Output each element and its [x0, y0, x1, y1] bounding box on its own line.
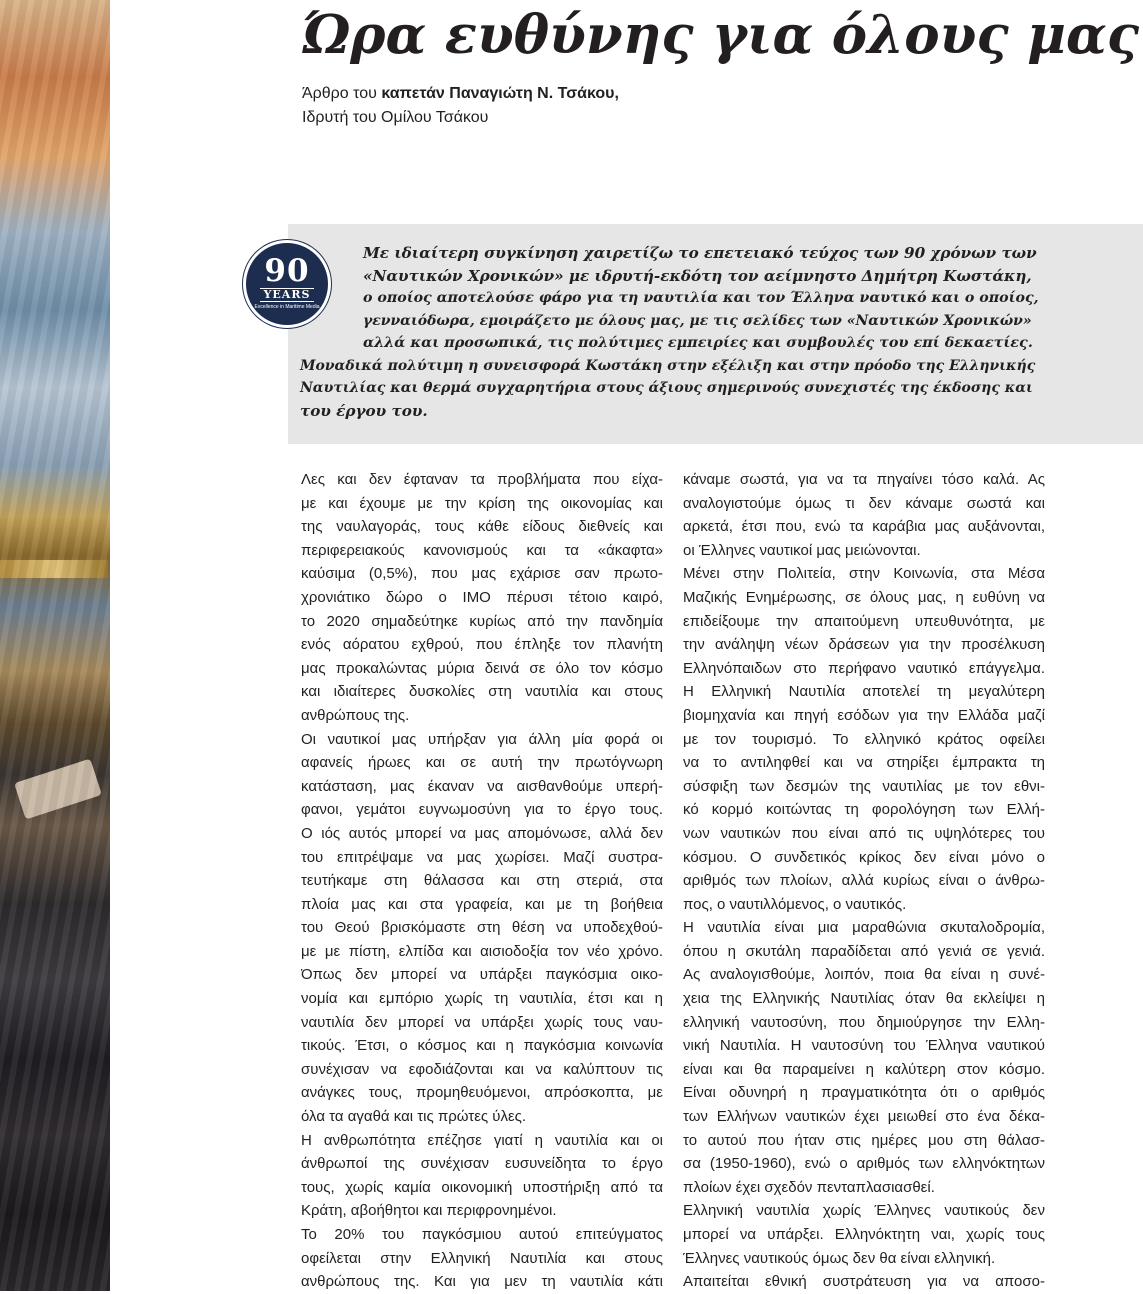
body-line: Κράτη, αβοήθητοι και περιφρονημένοι. — [301, 1202, 557, 1220]
body-line: Όπως δεν μπορεί να υπάρξει παγκόσμια οικο- — [301, 966, 663, 984]
body-line: αναλογιστούμε όμως τι δεν κάναμε σωστά και — [683, 494, 1045, 512]
body-line: αριθμός των πλοίων, αλλά κυρίως είναι ο άνθρω- — [683, 872, 1045, 890]
body-line: Το 20% του παγκόσμιου αυτού επιτεύγματος — [301, 1226, 663, 1243]
body-line: Ελληνική ναυτιλία χωρίς Έλληνες ναυτικούς δεν — [683, 1202, 1045, 1220]
quote-line: ο οποίος αποτελούσε φάρο για τη ναυτιλία και τον Έλληνα ναυτικό και ο οποίος, — [363, 290, 1039, 306]
body-line: μας προκαλώντας μύρια δεινά σε όλο τον κόσμο — [301, 659, 663, 677]
body-line: με τον τουρισμό. Το ελληνικό κράτος οφείλει — [683, 730, 1045, 748]
body-line: ανθρώπους της. Και για μεν τη ναυτιλία κάτι — [301, 1273, 663, 1291]
byline-line — [302, 82, 1002, 106]
body-line: πος, ο ναυτιλλόμενος, ο ναυτικός. — [683, 895, 907, 913]
body-line: νων ναυτικών που είναι από τις υψηλότερες του — [683, 824, 1045, 842]
body-column-right — [683, 468, 1045, 1294]
body-line: χρονιάτικο δώρο ο IMO πέρυσι τέτοιο καιρό, — [301, 588, 663, 606]
badge-number: 90 — [264, 253, 310, 289]
body-line: με και έχουμε με την κρίση της οικονομίας και — [301, 494, 663, 512]
body-line: ανθρώπους της. — [301, 706, 410, 724]
body-line: Λες και δεν έφταναν τα προβλήματα που είχα- — [301, 471, 663, 488]
body-line: τικούς. Έτσι, ο κόσμος και η παγκόσμια κοινωνία — [301, 1037, 663, 1055]
body-line: το αυτού που ήταν στις ημέρες μου στη θάλασ- — [683, 1131, 1045, 1149]
body-line: Ας αναλογισθούμε, λοιπόν, ποια θα είναι η συνέ- — [683, 966, 1045, 984]
body-line: μπορεί να υπάρξει. Ελληνόκτητη ναι, χωρίς τους — [683, 1226, 1045, 1243]
body-line: νομία και εμπόριο χωρίς τη ναυτιλία, έτσι και η — [301, 990, 663, 1008]
badge-tagline: Excellence in Maritime Media — [254, 304, 320, 310]
photo-tie-detail — [14, 759, 102, 820]
body-line: κάναμε σωστά, για να τα πηγαίνει τόσο καλά. Ας — [683, 471, 1045, 488]
quote-line: αλλά και προσωπικά, τις πολύτιμες εμπειρίες και συμβουλές του επί δεκαετίες. — [363, 334, 1033, 351]
body-line: της ναυλαγοράς, τους κάθε είδους διεθνείς και — [301, 518, 663, 536]
body-line: Μαζικής Ενημέρωσης, σε όλους μας, η ευθύνη να — [683, 588, 1045, 606]
body-line: πλοίων έχει σχεδόν πενταπλασιασθεί. — [683, 1178, 935, 1196]
photo-frame-detail — [0, 560, 108, 578]
body-line: ανάγκες τους, προμηθευόμενοι, απρόσκοπτα, με — [301, 1084, 663, 1102]
body-line: σύσφιξη των δεσμών της ναυτιλίας με τον εθνι- — [683, 777, 1045, 795]
body-line: κατάσταση, μας έκαναν να αισθανθούμε υπερή- — [301, 777, 663, 795]
body-line: και ιδιαίτερες δυσκολίες στη ναυτιλία και στους — [301, 683, 663, 701]
author-role: Ιδρυτή του Ομίλου Τσάκου — [302, 109, 489, 126]
cover-photo — [0, 0, 110, 1291]
body-line: χεια της Ελληνικής Ναυτιλίας όταν θα εκλείψει η — [683, 990, 1045, 1008]
body-line: πλοία μας και στα γραφεία, και με τη βοήθεια — [301, 895, 663, 913]
body-line: καύσιμα (0,5%), που μας εχάρισε σαν πρωτο- — [301, 565, 663, 583]
body-line: Έλληνες ναυτικούς όμως δεν θα είναι ελληνική. — [683, 1249, 996, 1267]
body-line: άνθρωποί της συνέχισαν ευσυνείδητα το έργο — [301, 1155, 663, 1173]
body-line: αφανείς ήρωες και σε αυτή την πρωτόγνωρη — [301, 754, 663, 772]
body-line: ενός αόρατου εχθρού, που έπληξε τον πλανήτη — [301, 636, 663, 654]
body-line: οι Έλληνες ναυτικοί μας μειώνονται. — [683, 541, 921, 559]
body-line: Ελληνόπαιδων στο περήφανο ναυτικό επάγγελμα. — [683, 659, 1045, 677]
body-line: του Θεού βρισκόμαστε στη θέση να υποδεχθού- — [301, 919, 663, 937]
body-line: συνέχισαν να εφοδιάζονται και να καλύπτουν τις — [301, 1060, 663, 1078]
body-line: περιφερειακούς κανονισμούς και τα «άκαφτα» — [301, 541, 663, 559]
body-line: όπου η σκυτάλη παραδίδεται από γενιά σε γενιά. — [683, 942, 1045, 960]
quote-line: Ναυτιλίας και θερμά συγχαρητήρια στους άξιους σημερινούς συνεχιστές της έκδοσης και — [300, 380, 1033, 396]
byline-prefix: Άρθρο του — [302, 85, 382, 102]
body-line: Η ναυτιλία είναι μια μαραθώνια σκυταλοδρομία, — [683, 919, 1045, 937]
quote-line: Με ιδιαίτερη συγκίνηση χαιρετίζω το επετειακό τεύχος των 90 χρόνων των — [363, 244, 1037, 262]
body-line: το 2020 σημαδεύτηκε κυρίως από την πανδημία — [301, 612, 663, 630]
body-line: την ανάληψη νέων δράσεων για την προσέλκυση — [683, 636, 1045, 654]
body-line: τους, χωρίς καμία οικονομική υποστήριξη από τα — [301, 1178, 663, 1196]
quote-line: γενναιόδωρα, εμοιράζετο με όλους μας, με τις σελίδες των «Ναυτικών Χρονικών» — [363, 312, 1032, 329]
byline — [302, 82, 1002, 130]
body-line: Η ανθρωπότητα επέζησε γιατί η ναυτιλία και οι — [301, 1131, 663, 1149]
intro-quote — [300, 242, 1040, 422]
author-name: καπετάν Παναγιώτη Ν. Τσάκου, — [381, 85, 619, 102]
quote-line: «Ναυτικών Χρονικών» με ιδρυτή-εκδότη τον αείμνηστο Δημήτρη Κωστάκη, — [363, 266, 1032, 285]
body-line: Οι ναυτικοί μας υπήρξαν για άλλη μία φορά οι — [301, 730, 663, 748]
body-line: των Ελλήνων ναυτικών έχει μειωθεί στο ένα δέκα- — [683, 1108, 1045, 1126]
body-line: του επιτρέψαμε να μας χωρίσει. Μαζί συστρα- — [301, 848, 663, 866]
body-column-left — [301, 468, 663, 1294]
body-line: τευτήκαμε στη θάλασσα και στη στεριά, στα — [301, 872, 663, 890]
body-line: αρκετά, έτσι που, ενώ τα καράβια μας αυξάνονται, — [683, 518, 1045, 536]
body-line: Η Ελληνική Ναυτιλία αποτελεί τη μεγαλύτερη — [683, 683, 1045, 701]
body-line: Απαιτείται εθνική συστράτευση για να αποσο- — [683, 1273, 1045, 1291]
article-title: Ώρα ευθύνης για όλους μας — [302, 4, 1140, 66]
body-line: κόσμου. Ο συνδετικός κρίκος δεν είναι μόνο ο — [683, 848, 1045, 866]
body-line: επιδείξουμε την απαιτούμενη υπευθυνότητα, με — [683, 612, 1045, 630]
body-line: κό κορμό κοιτώντας τη φορολόγηση των Ελλή- — [683, 801, 1045, 819]
quote-line: του έργου του. — [300, 401, 428, 420]
body-line: όλα τα αγαθά και τις πρώτες ύλες. — [301, 1108, 527, 1126]
body-line: βιομηχανία και πηγή εσόδων για την Ελλάδα μαζί — [683, 706, 1045, 724]
body-line: οφείλεται στην Ελληνική Ναυτιλία και στους — [301, 1249, 663, 1267]
badge-label: YEARS — [260, 288, 314, 302]
quote-line: Μοναδικά πολύτιμη η συνεισφορά Κωστάκη στην εξέλιξη και στην πρόοδο της Ελληνικής — [300, 357, 1036, 374]
body-line: να το αντιληφθεί και να στηρίξει έμπρακτα τη — [683, 754, 1045, 772]
body-line: σα (1950-1960), ενώ ο αριθμός των ελληνόκτητων — [683, 1155, 1045, 1173]
body-line: νική Ναυτιλία. Η ναυτοσύνη του Έλληνα ναυτικού — [683, 1037, 1045, 1055]
body-line: με με πίστη, ελπίδα και αισιοδοξία τον νέο χρόνο. — [301, 942, 663, 960]
body-line: Είναι οδυνηρή η πραγματικότητα ότι ο αριθμός — [683, 1084, 1045, 1102]
body-line: Ο ιός αυτός μπορεί να μας απομόνωσε, αλλά δεν — [301, 824, 663, 842]
body-line: είναι και θα παραμείνει η καλύτερη στον κόσμο. — [683, 1060, 1045, 1078]
body-line: φανοι, γεμάτοι ευγνωμοσύνη για το έργο τους. — [301, 801, 663, 819]
body-line: ελληνική ναυτοσύνη, που δημιούργησε την Ελλη- — [683, 1013, 1045, 1031]
body-line: ναυτιλία δεν μπορεί να υπάρξει χωρίς τους ναυ- — [301, 1013, 663, 1031]
body-line: Μένει στην Πολιτεία, στην Κοινωνία, στα Μέσα — [683, 565, 1045, 583]
